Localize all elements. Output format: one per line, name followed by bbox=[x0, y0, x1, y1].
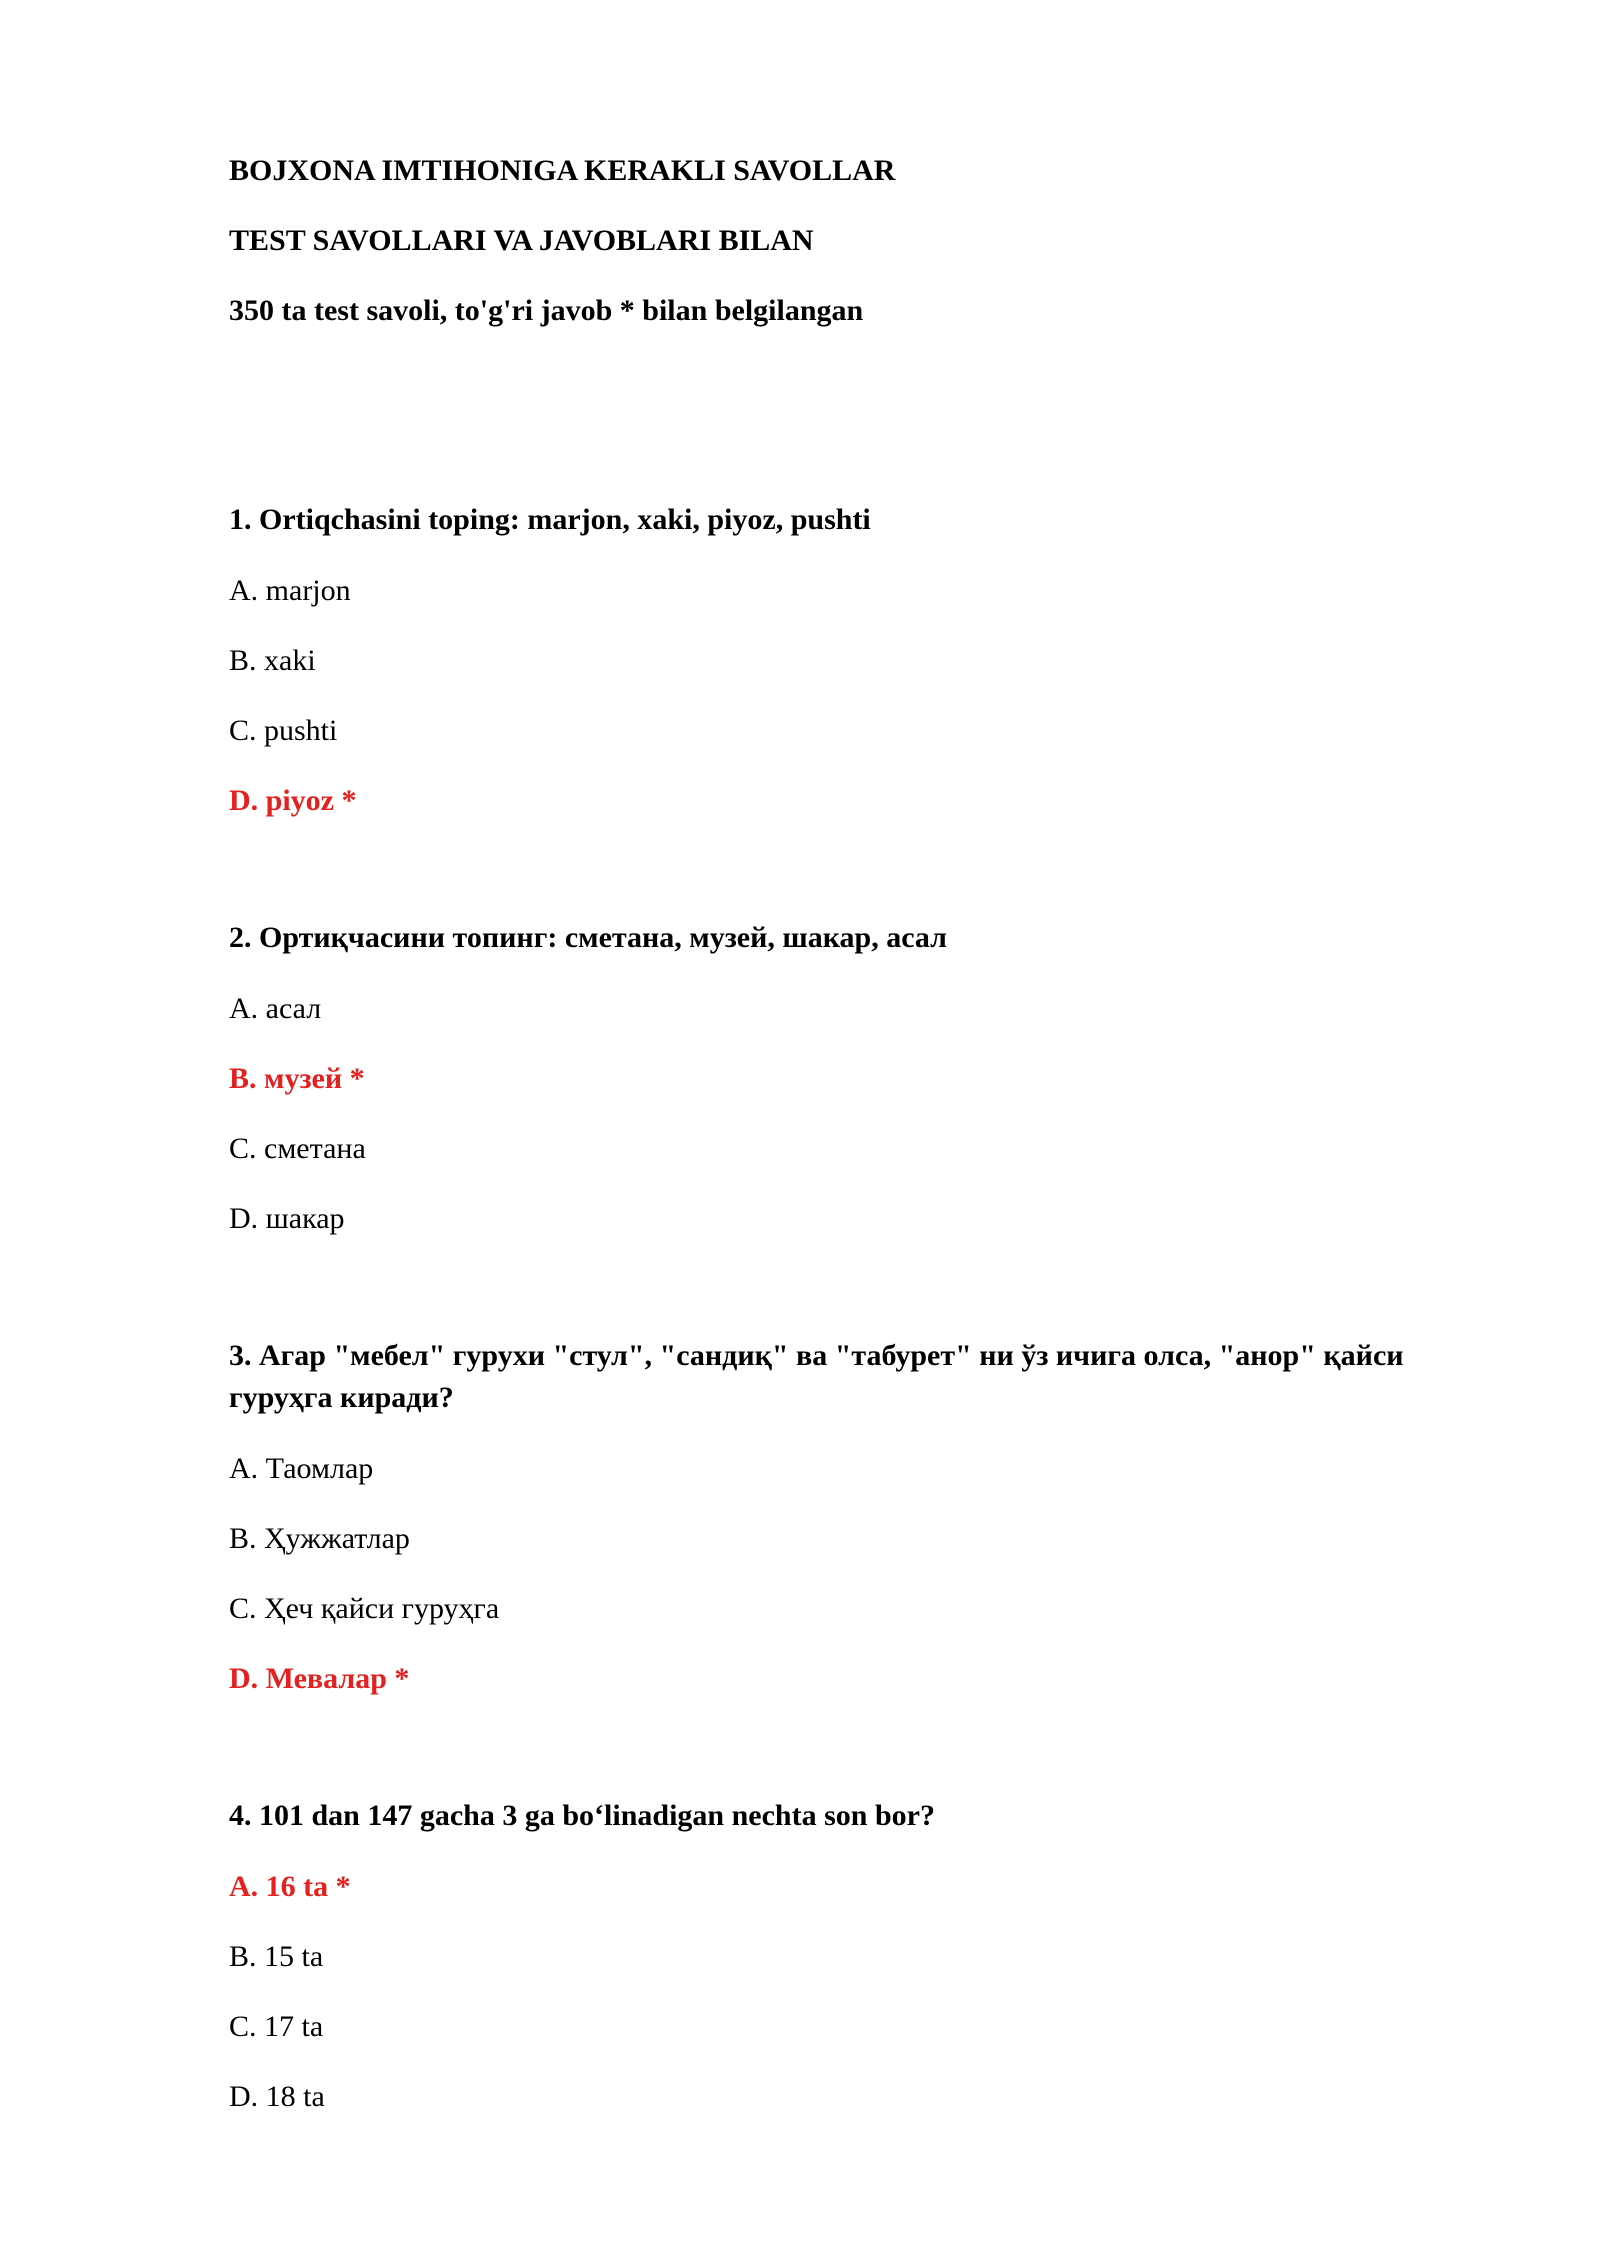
question-2-option-d: D. шакар bbox=[229, 1202, 345, 1235]
question-2-text: 2. Ортиқчасини топинг: сметана, музей, шакар, асал bbox=[229, 921, 947, 954]
question-1-option-d-correct: D. piyoz * bbox=[229, 784, 357, 817]
question-3-option-d-correct: D. Мевалар * bbox=[229, 1662, 410, 1695]
question-4-option-b: B. 15 ta bbox=[229, 1940, 324, 1973]
question-1-text: 1. Ortiqchasini toping: marjon, xaki, piyoz, pushti bbox=[229, 503, 871, 536]
document-title-line-2: TEST SAVOLLARI VA JAVOBLARI BILAN bbox=[229, 224, 814, 257]
question-4-text: 4. 101 dan 147 gacha 3 ga bo‘linadigan nechta son bor? bbox=[229, 1799, 935, 1832]
question-3-text: 3. Агар "мебел" гурухи "стул", "сандиқ" ва "табурет" ни ўз ичига олса, "анор" қайси гуруҳга киради? bbox=[229, 1339, 1404, 1414]
question-3-option-c: C. Ҳеч қайси гуруҳга bbox=[229, 1592, 500, 1625]
question-2-option-a: A. асал bbox=[229, 992, 322, 1025]
question-3-option-a: A. Таомлар bbox=[229, 1452, 374, 1485]
question-1-option-c: C. pushti bbox=[229, 714, 338, 747]
question-1-option-b: B. xaki bbox=[229, 644, 316, 677]
question-3-option-b: B. Ҳужжатлар bbox=[229, 1522, 410, 1555]
question-4-option-d: D. 18 ta bbox=[229, 2080, 325, 2113]
question-2-option-b-correct: B. музей * bbox=[229, 1062, 365, 1095]
question-1-option-a: A. marjon bbox=[229, 574, 351, 607]
question-2-option-c: C. сметана bbox=[229, 1132, 366, 1165]
question-4-option-a-correct: A. 16 ta * bbox=[229, 1870, 351, 1903]
document-subtitle: 350 ta test savoli, to'g'ri javob * bilan belgilangan bbox=[229, 294, 864, 327]
question-4-option-c: C. 17 ta bbox=[229, 2010, 324, 2043]
document-title-line-1: BOJXONA IMTIHONIGA KERAKLI SAVOLLAR bbox=[229, 154, 896, 187]
